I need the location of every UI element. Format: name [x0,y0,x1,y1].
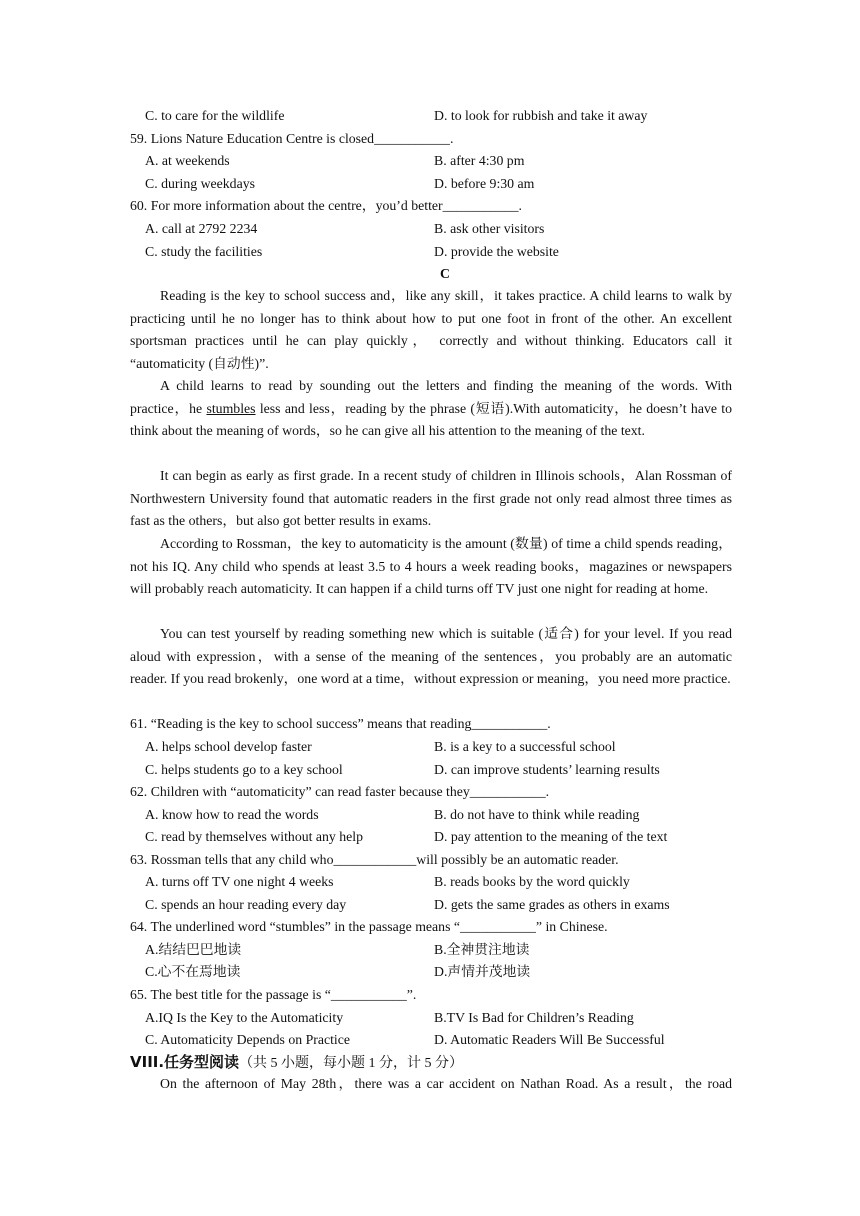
q65-option-c: C. Automaticity Depends on Practice [145,1032,350,1047]
q59-option-c: C. during weekdays [145,176,255,191]
q63-stem: 63. Rossman tells that any child who____________will possibly be an automatic reader. [130,852,619,867]
q64-stem: 64. The underlined word “stumbles” in the passage means “___________” in Chinese. [130,919,608,934]
q60-stem: 60. For more information about the centre，you’d better___________. [130,198,522,213]
q62-option-b: B. do not have to think while reading [434,807,640,822]
q58-option-c: C. to care for the wildlife [145,108,285,123]
q60-option-a: A. call at 2792 2234 [145,221,258,236]
q61-option-b: B. is a key to a successful school [434,739,616,754]
passage-paragraph-1: Reading is the key to school success and，like any skill，it takes practice. A child learns to walk by practicing until he no longer has to think about how to put one foot in front of the other. An excellent sportsman practices until he can play quickly， correctly and without thinking. Educators call it “automaticity (自动性)”. [130,288,732,371]
q62-stem: 62. Children with “automaticity” can read faster because they___________. [130,784,550,799]
q63-option-a: A. turns off TV one night 4 weeks [145,874,334,889]
q60-option-d: D. provide the website [434,244,559,259]
q65-stem: 65. The best title for the passage is “___________”. [130,987,417,1002]
q61-option-c: C. helps students go to a key school [145,762,343,777]
q63-option-c: C. spends an hour reading every day [145,897,347,912]
q64-option-a: A.结结巴巴地读 [145,942,242,957]
q63-option-b: B. reads books by the word quickly [434,874,630,889]
q63-option-d: D. gets the same grades as others in exams [434,897,670,912]
q59-option-a: A. at weekends [145,153,230,168]
q59-option-d: D. before 9:30 am [434,176,535,191]
q60-option-c: C. study the facilities [145,244,263,259]
passage-paragraph-5: You can test yourself by reading something new which is suitable (适合) for your level. If you read aloud with expression，with a sense of the meaning of the sentences，you probably are an automatic reader. If you read brokenly，one word at a time，without expression or meaning，you need more practice. [130,626,732,686]
q65-option-d: D. Automatic Readers Will Be Successful [434,1032,665,1047]
q64-option-d: D.声情并茂地读 [434,964,531,979]
q60-option-b: B. ask other visitors [434,221,545,236]
q58-option-d: D. to look for rubbish and take it away [434,108,648,123]
section-8-paragraph-1: On the afternoon of May 28th，there was a car accident on Nathan Road. As a result，the road [160,1076,732,1091]
underlined-word-stumbles: stumbles [206,400,256,416]
passage-heading: C [440,266,450,281]
q59-option-b: B. after 4:30 pm [434,153,525,168]
section-8-scoring-note: （共 5 小题，每小题 1 分，计 5 分） [239,1056,464,1071]
section-8-title: VIII.任务型阅读 [130,1053,240,1071]
q65-option-a: A.IQ Is the Key to the Automaticity [145,1010,344,1025]
q62-option-a: A. know how to read the words [145,807,319,822]
q64-option-b: B.全神贯注地读 [434,942,530,957]
q61-option-d: D. can improve students’ learning results [434,762,660,777]
q62-option-d: D. pay attention to the meaning of the text [434,829,668,844]
q61-option-a: A. helps school develop faster [145,739,312,754]
q65-option-b: B.TV Is Bad for Children’s Reading [434,1010,634,1025]
q59-stem: 59. Lions Nature Education Centre is closed___________. [130,131,454,146]
passage-paragraph-4: According to Rossman，the key to automaticity is the amount (数量) of time a child spends reading， not his IQ. Any child who spends at least 3.5 to 4 hours a week reading books，magazines or newspapers will probably reach automaticity. It can happen if a child turns off TV just one night for reading at home. [130,536,732,596]
paragraph-2-text-after: less and less，reading by the phrase (短语).With automaticity，he doesn’t have to think about the meaning of words，so he can give all his attention to the meaning of the text. [130,400,732,438]
passage-paragraph-2 [130,375,732,443]
q64-option-c: C.心不在焉地读 [145,964,241,979]
q62-option-c: C. read by themselves without any help [145,829,364,844]
q61-stem: 61. “Reading is the key to school success” means that reading___________. [130,716,551,731]
passage-paragraph-3: It can begin as early as first grade. In a recent study of children in Illinois schools，Alan Rossman of Northwestern University found that automatic readers in the first grade not only read almost three times as fast as the others，but also got better results in exams. [130,468,732,528]
section-8-heading [130,1052,463,1074]
paragraph-2-text-before: A child learns to read by sounding out the letters and finding the meaning of the words. With practice，he [130,378,732,416]
